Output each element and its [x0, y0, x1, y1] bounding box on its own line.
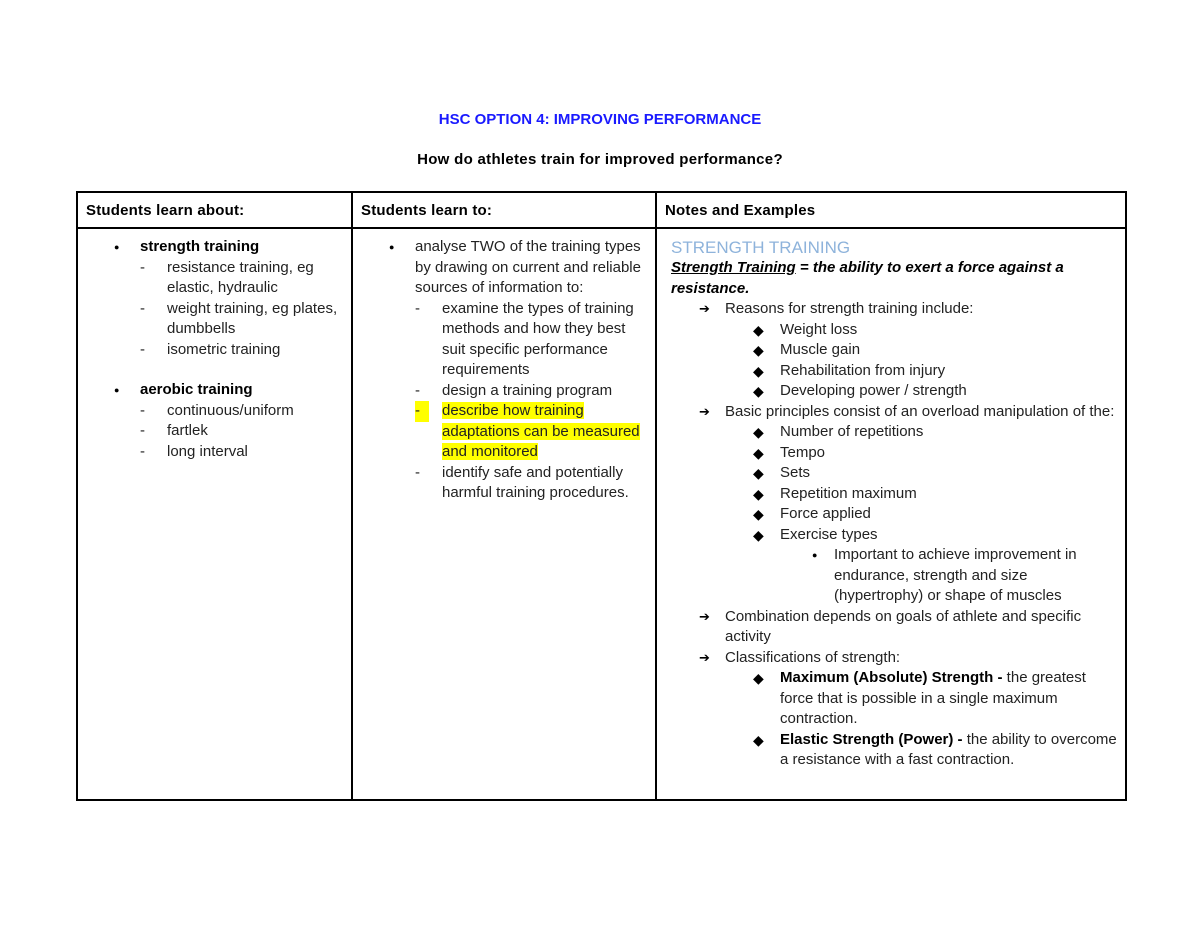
syllabus-table	[76, 191, 1127, 801]
aerobic-label: aerobic training	[140, 381, 253, 398]
reasons-text: Reasons for strength training include:	[725, 300, 974, 317]
page-subtitle: How do athletes train for improved performance?	[417, 151, 783, 168]
diamond-item: ◆ Sets	[671, 463, 1117, 484]
diamond-item: ◆ Muscle gain	[671, 340, 1117, 361]
header-notes: Notes and Examples	[656, 192, 1126, 228]
diamond-item: ◆ Developing power / strength	[671, 381, 1117, 402]
header-learn-about: Students learn about:	[77, 192, 352, 228]
arrow-item-classifications	[671, 648, 1117, 669]
definition-text: = the ability to exert a force against a resistance.	[671, 259, 1064, 297]
list-item: - isometric training	[140, 340, 343, 361]
list-item: - fartlek	[140, 421, 343, 442]
list-item: - continuous/uniform	[140, 401, 343, 422]
circle-item: ● Important to achieve improvement in endurance, strength and size (hypertrophy) or shape of muscles	[671, 545, 1117, 607]
diamond-item: ◆ Exercise types	[671, 525, 1117, 546]
elastic-term: Elastic Strength (Power) -	[780, 730, 963, 748]
diamond-item-maximum	[671, 668, 1117, 730]
table-header-row	[77, 192, 1126, 228]
diamond-item: ◆ Rehabilitation from injury	[671, 361, 1117, 382]
diamond-item: ◆ Number of repetitions	[671, 422, 1117, 443]
spacer	[86, 360, 343, 380]
arrow-item-principles	[671, 402, 1117, 423]
definition	[671, 258, 1117, 299]
table-row	[77, 228, 1126, 800]
classifications-text: Classifications of strength:	[725, 648, 901, 666]
combination-text: Combination depends on goals of athlete and specific activity	[725, 607, 1082, 645]
list-item-strength	[86, 237, 343, 360]
diamond-item: ◆ Weight loss	[671, 320, 1117, 341]
section-heading: STRENGTH TRAINING	[671, 238, 851, 257]
list-item: - resistance training, eg elastic, hydraulic	[140, 258, 343, 299]
list-item: - weight training, eg plates, dumbbells	[140, 299, 343, 340]
list-item-analyse	[361, 237, 647, 504]
list-item-aerobic	[86, 380, 343, 462]
list-item: - identify safe and potentially harmful training procedures.	[415, 463, 647, 504]
principles-text: Basic principles consist of an overload manipulation of the:	[725, 402, 1115, 420]
learn-to-cell	[352, 228, 656, 800]
list-item-highlighted	[415, 401, 647, 463]
diamond-item: ◆ Tempo	[671, 443, 1117, 464]
page-title: HSC OPTION 4: IMPROVING PERFORMANCE	[438, 111, 762, 128]
analyse-text: analyse TWO of the training types by drawing on current and reliable sources of information to:	[415, 238, 641, 296]
list-item: - examine the types of training methods and how they best suit specific performance requirements	[415, 299, 647, 381]
arrow-item-reasons	[671, 299, 1117, 320]
highlighted-text: describe how training adaptations can be measured and monitored	[442, 402, 640, 460]
notes-cell	[656, 228, 1126, 800]
header-learn-to: Students learn to:	[352, 192, 656, 228]
list-item: - long interval	[140, 442, 343, 463]
diamond-item: ◆ Force applied	[671, 504, 1117, 525]
diamond-item-elastic	[671, 730, 1117, 771]
diamond-item: ◆ Repetition maximum	[671, 484, 1117, 505]
arrow-item-combination	[671, 607, 1117, 648]
definition-term: Strength Training	[671, 259, 796, 276]
maximum-text: the greatest force that is possible in a single maximum contraction.	[780, 669, 1086, 727]
maximum-term: Maximum (Absolute) Strength -	[780, 669, 1003, 686]
strength-label: strength training	[140, 238, 260, 255]
learn-about-cell	[77, 228, 352, 800]
elastic-text: the ability to overcome a resistance with a fast contraction.	[780, 730, 1117, 768]
list-item: - design a training program	[415, 381, 647, 402]
